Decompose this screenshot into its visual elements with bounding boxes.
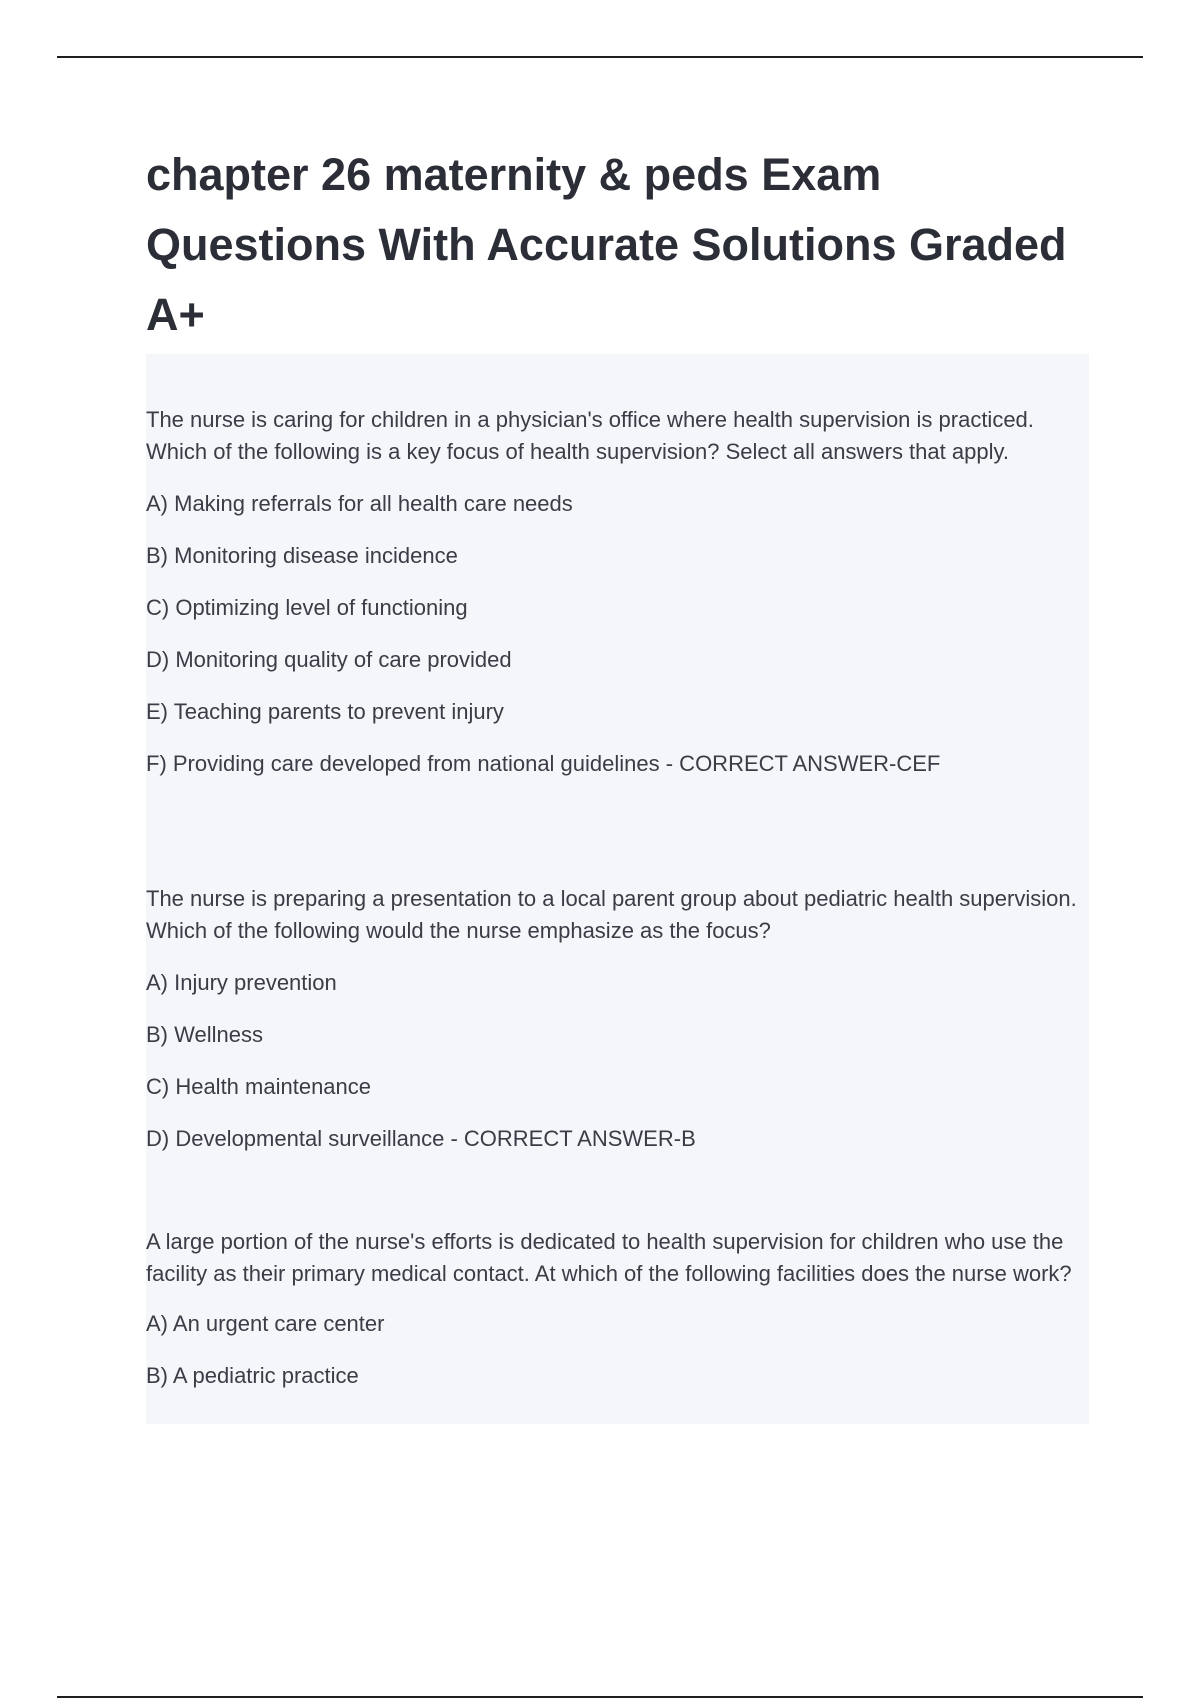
answer-option: B) A pediatric practice bbox=[146, 1363, 359, 1388]
answer-option: E) Teaching parents to prevent injury bbox=[146, 699, 504, 724]
answer-option: A) Making referrals for all health care needs bbox=[146, 491, 573, 516]
answer-option: A) An urgent care center bbox=[146, 1311, 385, 1336]
question-text: The nurse is caring for children in a physician's office where health supervision is practiced. Which of the following is a key focus of health supervision? Select all answers that apply. bbox=[146, 407, 1034, 464]
answer-option: A) Injury prevention bbox=[146, 970, 337, 995]
answer-option: D) Developmental surveillance - CORRECT ANSWER-B bbox=[146, 1126, 696, 1151]
question-block-3 bbox=[146, 1226, 1089, 1392]
document-title: chapter 26 maternity & peds Exam Questions With Accurate Solutions Graded A+ bbox=[146, 149, 1067, 340]
answer-option: C) Health maintenance bbox=[146, 1074, 372, 1099]
top-divider bbox=[57, 56, 1143, 58]
question-block-1 bbox=[146, 404, 1089, 780]
answer-option: D) Monitoring quality of care provided bbox=[146, 647, 512, 672]
question-text: The nurse is preparing a presentation to a local parent group about pediatric health supervision. Which of the following would the nurse emphasize as the focus? bbox=[146, 886, 1077, 943]
question-block-2 bbox=[146, 883, 1089, 1155]
answer-option: B) Monitoring disease incidence bbox=[146, 543, 458, 568]
answer-option: B) Wellness bbox=[146, 1022, 263, 1047]
answer-option: F) Providing care developed from national guidelines - CORRECT ANSWER-CEF bbox=[146, 751, 941, 776]
answer-option: C) Optimizing level of functioning bbox=[146, 595, 468, 620]
question-text: A large portion of the nurse's efforts is dedicated to health supervision for children who use the facility as their primary medical contact. At which of the following facilities does the nurse work? bbox=[146, 1229, 1072, 1286]
answer-options bbox=[146, 967, 1089, 1155]
answer-options bbox=[146, 1308, 1089, 1392]
bottom-divider bbox=[57, 1696, 1143, 1698]
answer-options bbox=[146, 488, 1089, 780]
